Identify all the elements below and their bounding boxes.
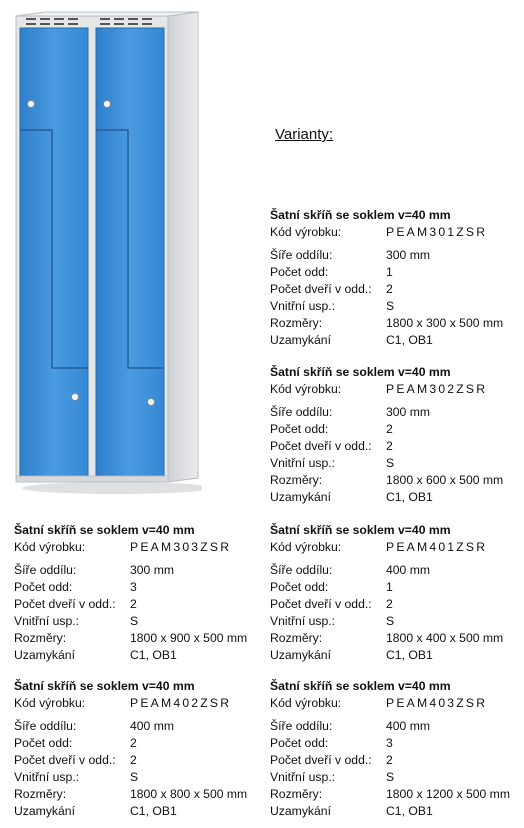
spec-label: Rozměry: bbox=[270, 473, 323, 487]
spec-row bbox=[270, 247, 503, 264]
spec-value: 300 mm bbox=[386, 405, 431, 419]
spec-label: Rozměry: bbox=[270, 631, 323, 645]
code-row bbox=[270, 224, 503, 241]
spec-label: Počet odd: bbox=[270, 265, 329, 279]
spec-row bbox=[270, 421, 503, 438]
spec-label: Vnitřní usp.: bbox=[270, 770, 336, 784]
spec-row bbox=[270, 455, 503, 472]
product-code: PEAM303ZSR bbox=[130, 540, 232, 554]
code-label: Kód výrobku: bbox=[270, 540, 342, 554]
variant-block bbox=[14, 678, 247, 820]
variant-title: Šatní skříň se soklem v=40 mm bbox=[270, 679, 451, 693]
spec-label: Uzamykání bbox=[270, 333, 331, 347]
spec-label: Šíře oddílu: bbox=[14, 719, 77, 733]
spec-value: 1 bbox=[386, 580, 393, 594]
code-label: Kód výrobku: bbox=[270, 382, 342, 396]
spec-label: Šíře oddílu: bbox=[270, 563, 333, 577]
spec-value: 1800 x 300 x 500 mm bbox=[386, 316, 504, 330]
spec-row bbox=[14, 630, 247, 647]
spec-row bbox=[270, 438, 503, 455]
spec-label: Uzamykání bbox=[14, 804, 75, 818]
spec-row bbox=[270, 718, 510, 735]
spec-row bbox=[14, 647, 247, 664]
spec-value: C1, OB1 bbox=[130, 648, 177, 662]
spec-row bbox=[270, 630, 503, 647]
spec-value: C1, OB1 bbox=[130, 804, 177, 818]
spec-label: Vnitřní usp.: bbox=[270, 614, 336, 628]
spec-label: Uzamykání bbox=[14, 648, 75, 662]
spec-row bbox=[270, 752, 510, 769]
spec-label: Šíře oddílu: bbox=[270, 405, 333, 419]
spec-row bbox=[270, 332, 503, 349]
spec-label: Počet dveří v odd.: bbox=[270, 439, 372, 453]
spec-row bbox=[14, 596, 247, 613]
spec-label: Rozměry: bbox=[14, 787, 67, 801]
spec-row bbox=[270, 489, 503, 506]
code-row bbox=[270, 381, 503, 398]
spec-value: S bbox=[130, 614, 139, 628]
spec-label: Počet odd: bbox=[270, 736, 329, 750]
product-code: PEAM301ZSR bbox=[386, 225, 488, 239]
spec-value: S bbox=[386, 456, 395, 470]
spec-label: Počet odd: bbox=[270, 422, 329, 436]
spec-row bbox=[270, 298, 503, 315]
spec-row bbox=[14, 562, 247, 579]
spec-label: Rozměry: bbox=[270, 787, 323, 801]
spec-value: 1800 x 600 x 500 mm bbox=[386, 473, 504, 487]
spec-row bbox=[270, 786, 510, 803]
spec-label: Rozměry: bbox=[270, 316, 323, 330]
spec-row bbox=[270, 613, 503, 630]
variant-title: Šatní skříň se soklem v=40 mm bbox=[270, 365, 451, 379]
product-code: PEAM302ZSR bbox=[386, 382, 488, 396]
spec-value: 300 mm bbox=[386, 248, 431, 262]
variant-block bbox=[14, 522, 247, 664]
spec-label: Počet dveří v odd.: bbox=[270, 597, 372, 611]
code-label: Kód výrobku: bbox=[14, 540, 86, 554]
spec-value: 2 bbox=[386, 753, 393, 767]
code-row bbox=[14, 695, 247, 712]
spec-value: C1, OB1 bbox=[386, 648, 433, 662]
spec-row bbox=[14, 803, 247, 820]
variant-title: Šatní skříň se soklem v=40 mm bbox=[270, 523, 451, 537]
spec-row bbox=[14, 786, 247, 803]
variant-block bbox=[270, 522, 503, 664]
spec-row bbox=[14, 613, 247, 630]
spec-value: 3 bbox=[386, 736, 393, 750]
product-code: PEAM403ZSR bbox=[386, 696, 488, 710]
variant-block bbox=[270, 207, 503, 349]
spec-value: C1, OB1 bbox=[386, 333, 433, 347]
code-row bbox=[270, 539, 503, 556]
spec-label: Uzamykání bbox=[270, 490, 331, 504]
spec-label: Uzamykání bbox=[270, 804, 331, 818]
spec-value: 1800 x 400 x 500 mm bbox=[386, 631, 504, 645]
spec-row bbox=[270, 472, 503, 489]
spec-row bbox=[270, 281, 503, 298]
spec-row bbox=[270, 562, 503, 579]
spec-label: Počet dveří v odd.: bbox=[270, 282, 372, 296]
spec-value: C1, OB1 bbox=[386, 490, 433, 504]
spec-value: 2 bbox=[386, 597, 393, 611]
product-code: PEAM401ZSR bbox=[386, 540, 488, 554]
code-row bbox=[14, 539, 247, 556]
spec-row bbox=[270, 803, 510, 820]
spec-row bbox=[14, 769, 247, 786]
spec-label: Rozměry: bbox=[14, 631, 67, 645]
spec-value: 400 mm bbox=[130, 719, 175, 733]
product-code: PEAM402ZSR bbox=[130, 696, 232, 710]
code-label: Kód výrobku: bbox=[270, 696, 342, 710]
code-row bbox=[270, 695, 510, 712]
spec-row bbox=[270, 769, 510, 786]
spec-value: 2 bbox=[130, 597, 137, 611]
spec-label: Počet dveří v odd.: bbox=[270, 753, 372, 767]
variants-heading: Varianty: bbox=[275, 126, 334, 143]
spec-value: 300 mm bbox=[130, 563, 175, 577]
spec-label: Počet dveří v odd.: bbox=[14, 753, 116, 767]
spec-label: Počet odd: bbox=[14, 736, 73, 750]
spec-value: 2 bbox=[386, 439, 393, 453]
spec-value: S bbox=[386, 770, 395, 784]
variant-title: Šatní skříň se soklem v=40 mm bbox=[270, 208, 451, 222]
spec-row bbox=[14, 752, 247, 769]
spec-value: 3 bbox=[130, 580, 137, 594]
spec-value: S bbox=[386, 299, 395, 313]
spec-value: 1800 x 800 x 500 mm bbox=[130, 787, 248, 801]
spec-value: S bbox=[386, 614, 395, 628]
spec-row bbox=[270, 579, 503, 596]
spec-value: S bbox=[130, 770, 139, 784]
spec-value: 2 bbox=[386, 282, 393, 296]
spec-value: C1, OB1 bbox=[386, 804, 433, 818]
spec-label: Vnitřní usp.: bbox=[14, 614, 80, 628]
code-label: Kód výrobku: bbox=[270, 225, 342, 239]
variant-block bbox=[270, 364, 503, 506]
spec-value: 2 bbox=[386, 422, 393, 436]
spec-label: Vnitřní usp.: bbox=[270, 299, 336, 313]
spec-row bbox=[270, 315, 503, 332]
spec-row bbox=[270, 647, 503, 664]
spec-label: Vnitřní usp.: bbox=[14, 770, 80, 784]
spec-row bbox=[14, 735, 247, 752]
variant-title: Šatní skříň se soklem v=40 mm bbox=[14, 679, 195, 693]
spec-label: Počet odd: bbox=[270, 580, 329, 594]
spec-row bbox=[270, 735, 510, 752]
spec-value: 400 mm bbox=[386, 563, 431, 577]
code-label: Kód výrobku: bbox=[14, 696, 86, 710]
spec-label: Šíře oddílu: bbox=[270, 248, 333, 262]
variant-title: Šatní skříň se soklem v=40 mm bbox=[14, 523, 195, 537]
spec-row bbox=[270, 264, 503, 281]
spec-value: 2 bbox=[130, 736, 137, 750]
spec-label: Šíře oddílu: bbox=[270, 719, 333, 733]
spec-label: Počet odd: bbox=[14, 580, 73, 594]
spec-row bbox=[270, 596, 503, 613]
spec-label: Uzamykání bbox=[270, 648, 331, 662]
variant-block bbox=[270, 678, 510, 820]
spec-value: 1800 x 900 x 500 mm bbox=[130, 631, 248, 645]
spec-label: Vnitřní usp.: bbox=[270, 456, 336, 470]
spec-row bbox=[14, 718, 247, 735]
spec-value: 1 bbox=[386, 265, 393, 279]
spec-row bbox=[270, 404, 503, 421]
spec-label: Počet dveří v odd.: bbox=[14, 597, 116, 611]
spec-row bbox=[14, 579, 247, 596]
spec-value: 400 mm bbox=[386, 719, 431, 733]
spec-label: Šíře oddílu: bbox=[14, 563, 77, 577]
spec-value: 1800 x 1200 x 500 mm bbox=[386, 787, 510, 801]
locker-image bbox=[12, 6, 202, 496]
spec-value: 2 bbox=[130, 753, 137, 767]
